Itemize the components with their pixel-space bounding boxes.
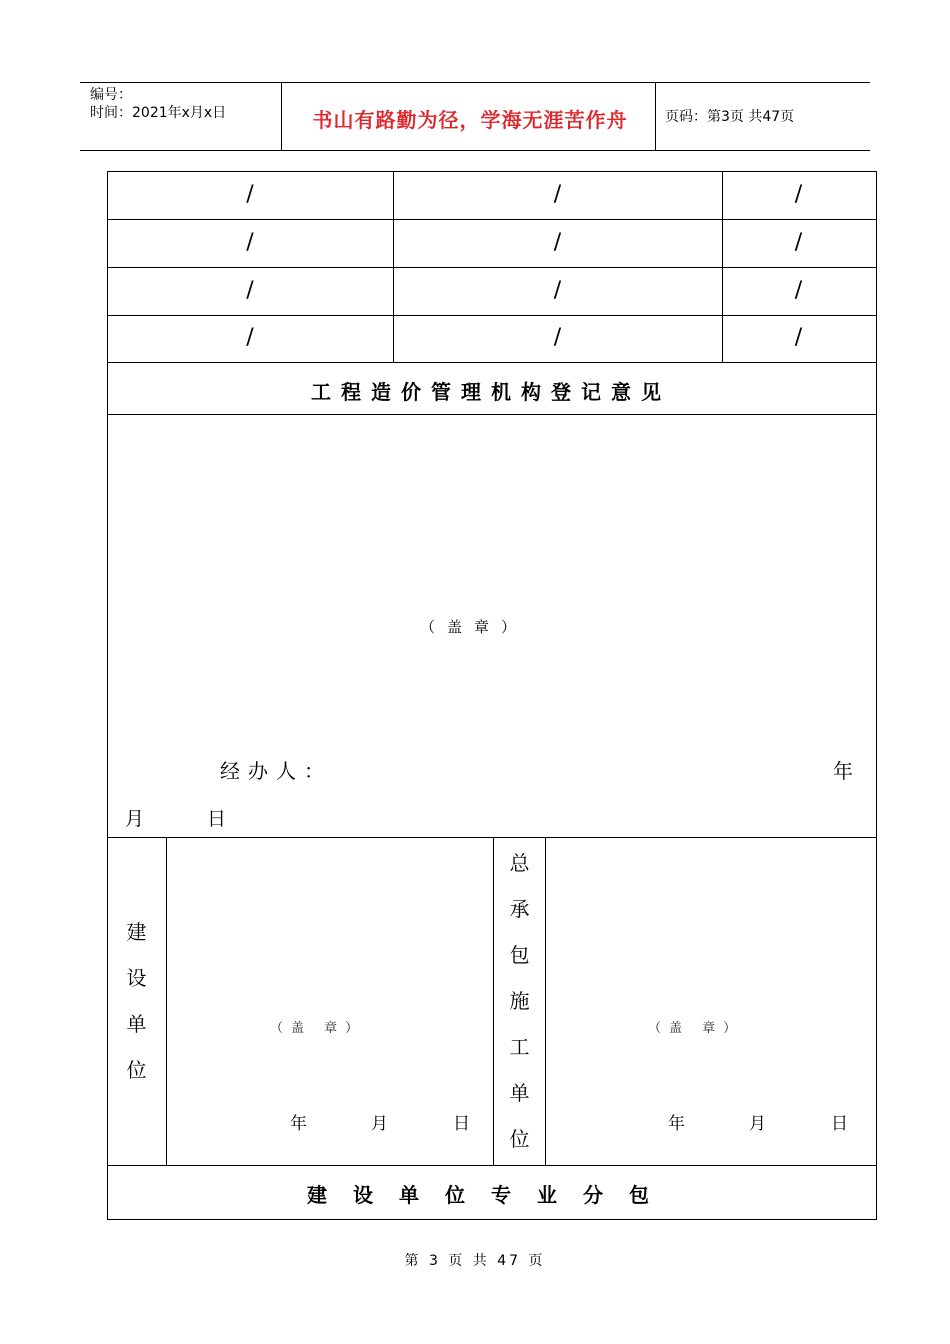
- contractor-label-char: 总: [509, 851, 530, 875]
- slash-cell: /: [794, 278, 803, 303]
- contractor-label-char: 包: [509, 943, 530, 967]
- signoff-bottom-rule: [107, 1165, 876, 1166]
- owner-label-char: 设: [126, 966, 147, 990]
- header-bottom-rule: [80, 150, 870, 151]
- contractor-label-char: 工: [509, 1035, 530, 1059]
- registry-title-rule: [107, 414, 876, 415]
- slash-cell: /: [246, 182, 254, 207]
- handler-label: 经办人：: [220, 759, 332, 783]
- owner-label-char: 建: [126, 920, 147, 944]
- row-rule-3: [107, 315, 876, 316]
- slash-cell: /: [794, 182, 803, 207]
- owner-label: [107, 909, 166, 1093]
- slash-cell: /: [246, 230, 254, 255]
- motto: 书山有路勤为径，学海无涯苦作舟: [312, 108, 628, 132]
- serial-label: 编号：: [90, 87, 132, 103]
- slash-cell: /: [794, 325, 803, 350]
- signoff-col-3: [545, 837, 546, 1165]
- registry-seal: （盖章）: [420, 618, 529, 636]
- contractor-seal: （盖 章）: [648, 1021, 745, 1036]
- header-divider-1: [281, 82, 282, 150]
- row-rule-4: [107, 362, 876, 363]
- slash-cell: /: [246, 325, 254, 350]
- contractor-day: 日: [831, 1114, 848, 1134]
- slash-cell: /: [794, 230, 803, 255]
- page-info: 页码：第3页 共47页: [665, 109, 795, 125]
- contractor-label-char: 施: [509, 989, 530, 1013]
- registry-day: 日: [207, 808, 227, 830]
- header-divider-2: [655, 82, 656, 150]
- registry-bottom-rule: [107, 837, 876, 838]
- row-rule-1: [107, 219, 876, 220]
- signoff-col-1: [166, 837, 167, 1165]
- owner-label-char: 位: [126, 1058, 147, 1082]
- contractor-label-char: 单: [509, 1081, 530, 1105]
- registry-year: 年: [833, 759, 853, 783]
- contractor-label-char: 位: [509, 1127, 530, 1151]
- owner-seal: （盖 章）: [270, 1021, 367, 1036]
- slash-cell: /: [553, 182, 562, 207]
- page-footer: 第 3 页 共 47 页: [404, 1253, 546, 1269]
- contractor-month: 月: [749, 1114, 766, 1134]
- row-rule-2: [107, 267, 876, 268]
- owner-label-char: 单: [126, 1012, 147, 1036]
- slash-cell: /: [553, 230, 562, 255]
- subcontract-title: 建设单位专业分包: [307, 1183, 675, 1207]
- owner-month: 月: [371, 1114, 388, 1134]
- contractor-year: 年: [668, 1114, 685, 1134]
- owner-year: 年: [290, 1114, 307, 1134]
- header-top-rule: [80, 82, 870, 83]
- owner-day: 日: [453, 1114, 470, 1134]
- contractor-label: [494, 840, 545, 1162]
- slash-cell: /: [553, 278, 562, 303]
- contractor-label-char: 承: [509, 897, 530, 921]
- slash-cell: /: [246, 278, 254, 303]
- registry-title: 工程造价管理机构登记意见: [311, 380, 671, 404]
- slash-cell: /: [553, 325, 562, 350]
- time-label: 时间：2021年x月x日: [90, 105, 227, 121]
- registry-month: 月: [125, 808, 145, 830]
